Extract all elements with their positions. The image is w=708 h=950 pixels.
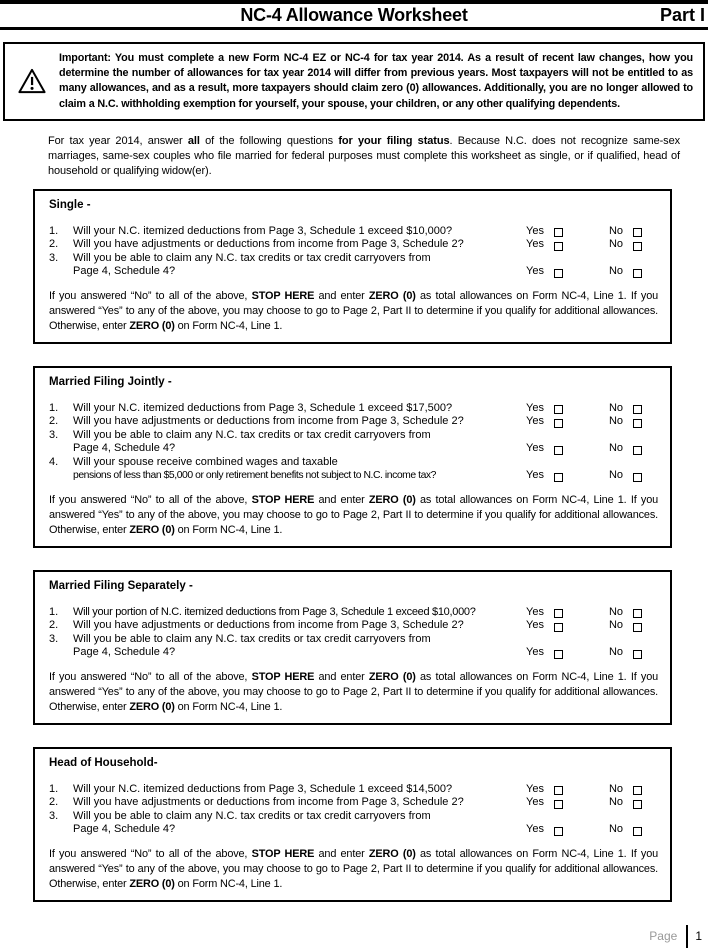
yes-label: Yes [526, 619, 544, 632]
question-row-continuation [49, 442, 658, 456]
yes-label: Yes [526, 646, 544, 659]
yes-no-group [526, 469, 658, 483]
yes-no-group [526, 823, 658, 837]
question-number: 2. [49, 796, 59, 809]
closing-paragraph: If you answered “No” to all of the above, STOP HERE and enter ZERO (0) as total allowances on Form NC-4, Line 1. If you answered “Yes” to any of the above, you may choose to go to Page 2, Part II to determine if you qualify for additional allowances. Otherwise, enter ZERO (0) on Form NC-4, Line 1. [49, 289, 659, 332]
question-text: pensions of less than $5,000 or only retirement benefits not subject to N.C. income tax? [73, 470, 436, 482]
no-label: No [608, 415, 624, 428]
page-footer [649, 924, 702, 948]
question-text: Will you be able to claim any N.C. tax credits or tax credit carryovers from [73, 428, 431, 441]
yes-no-group [526, 796, 658, 810]
mfs-q1-no-checkbox[interactable] [633, 609, 642, 618]
mfj-q3-yes-checkbox[interactable] [554, 446, 563, 455]
no-label: No [608, 238, 624, 251]
mfs-q3-no-checkbox[interactable] [633, 650, 642, 659]
question-row [49, 633, 658, 647]
question-text: Page 4, Schedule 4? [73, 265, 176, 278]
yes-label: Yes [526, 469, 544, 482]
yes-label: Yes [526, 782, 544, 795]
yes-label: Yes [526, 605, 544, 618]
section-title: Married Filing Separately - [49, 579, 193, 592]
hoh-q3-yes-checkbox[interactable] [554, 827, 563, 836]
yes-no-group [526, 225, 658, 239]
question-number: 3. [49, 809, 59, 822]
yes-no-group [526, 606, 658, 620]
footer-divider [686, 925, 688, 948]
section-married-filing-separately [33, 570, 672, 725]
page-label: Page [649, 929, 678, 943]
question-row [49, 619, 658, 633]
no-label: No [608, 796, 624, 809]
section-single [33, 189, 672, 344]
no-label: No [608, 823, 624, 836]
question-number: 2. [49, 415, 59, 428]
question-number: 3. [49, 251, 59, 264]
single-q3-no-checkbox[interactable] [633, 269, 642, 278]
hoh-q2-yes-checkbox[interactable] [554, 800, 563, 809]
question-number: 4. [49, 455, 59, 468]
section-title: Single - [49, 198, 91, 211]
question-text: Page 4, Schedule 4? [73, 442, 176, 455]
yes-no-group [526, 783, 658, 797]
question-number: 1. [49, 224, 59, 237]
single-q3-yes-checkbox[interactable] [554, 269, 563, 278]
question-list [49, 606, 658, 660]
mfs-q1-yes-checkbox[interactable] [554, 609, 563, 618]
question-number: 1. [49, 605, 59, 618]
mfj-q2-yes-checkbox[interactable] [554, 419, 563, 428]
yes-no-group [526, 265, 658, 279]
mfs-q3-yes-checkbox[interactable] [554, 650, 563, 659]
mfj-q1-yes-checkbox[interactable] [554, 405, 563, 414]
question-row-continuation [49, 265, 658, 279]
no-label: No [608, 224, 624, 237]
question-text: Will your spouse receive combined wages and taxable [73, 455, 338, 468]
yes-no-group [526, 238, 658, 252]
closing-paragraph: If you answered “No” to all of the above, STOP HERE and enter ZERO (0) as total allowances on Form NC-4, Line 1. If you answered “Yes” to any of the above, you may choose to go to Page 2, Part II to determine if you qualify for additional allowances. Otherwise, enter ZERO (0) on Form NC-4, Line 1. [49, 847, 659, 890]
section-title: Married Filing Jointly - [49, 375, 172, 388]
yes-label: Yes [526, 401, 544, 414]
mfj-q4-no-checkbox[interactable] [633, 473, 642, 482]
section-married-filing-jointly [33, 366, 672, 548]
no-label: No [608, 401, 624, 414]
no-label: No [608, 442, 624, 455]
question-row [49, 225, 658, 239]
hoh-q2-no-checkbox[interactable] [633, 800, 642, 809]
important-notice-text: Important: You must complete a new Form NC-4 EZ or NC-4 for tax year 2014. As a result of recent law changes, how you determine the number of allowances for tax year 2014 will differ from previous years. Most taxpayers will not be entitled to as many allowances, and as a result, more taxpayers should claim zero (0) allowances. Additionally, you are no longer allowed to claim a N.C. withholding exemption for yourself, your spouse, your children, or any other qualifying dependents. [59, 52, 693, 110]
question-number: 2. [49, 238, 59, 251]
question-row [49, 456, 658, 470]
page-title: NC-4 Allowance Worksheet [240, 5, 468, 25]
yes-no-group [526, 619, 658, 633]
yes-label: Yes [526, 796, 544, 809]
question-row [49, 429, 658, 443]
single-q1-no-checkbox[interactable] [633, 228, 642, 237]
no-label: No [608, 619, 624, 632]
question-row [49, 783, 658, 797]
no-label: No [608, 265, 624, 278]
section-head-of-household [33, 747, 672, 902]
yes-label: Yes [526, 238, 544, 251]
question-text: Will you have adjustments or deductions from income from Page 3, Schedule 2? [73, 796, 464, 809]
no-label: No [608, 646, 624, 659]
question-text: Will your N.C. itemized deductions from Page 3, Schedule 1 exceed $17,500? [73, 401, 453, 414]
question-row [49, 402, 658, 416]
yes-label: Yes [526, 442, 544, 455]
yes-label: Yes [526, 265, 544, 278]
single-q2-yes-checkbox[interactable] [554, 242, 563, 251]
yes-no-group [526, 442, 658, 456]
question-number: 2. [49, 619, 59, 632]
intro-paragraph: For tax year 2014, answer all of the following questions for your filing status. Because N.C. does not recognize same-sex marriages, same-sex couples who file married for federal purposes must complete this worksheet as single, or if qualified, head of household or qualifying widow(er). [48, 134, 680, 177]
yes-no-group [526, 402, 658, 416]
hoh-q3-no-checkbox[interactable] [633, 827, 642, 836]
question-row [49, 606, 658, 620]
question-row-continuation [49, 823, 658, 837]
question-list [49, 402, 658, 483]
question-number: 1. [49, 782, 59, 795]
question-text: Will you have adjustments or deductions from income from Page 3, Schedule 2? [73, 619, 464, 632]
question-text: Will you be able to claim any N.C. tax credits or tax credit carryovers from [73, 251, 431, 264]
question-text: Will you be able to claim any N.C. tax credits or tax credit carryovers from [73, 809, 431, 822]
hoh-q1-no-checkbox[interactable] [633, 786, 642, 795]
page-number: 1 [695, 929, 702, 943]
mfs-q2-no-checkbox[interactable] [633, 623, 642, 632]
question-text: Will your N.C. itemized deductions from Page 3, Schedule 1 exceed $10,000? [73, 224, 453, 237]
closing-paragraph: If you answered “No” to all of the above, STOP HERE and enter ZERO (0) as total allowances on Form NC-4, Line 1. If you answered “Yes” to any of the above, you may choose to go to Page 2, Part II to determine if you qualify for additional allowances. Otherwise, enter ZERO (0) on Form NC-4, Line 1. [49, 493, 659, 536]
question-text: Will you have adjustments or deductions from income from Page 3, Schedule 2? [73, 415, 464, 428]
part-label: Part I [659, 5, 705, 25]
question-number: 3. [49, 428, 59, 441]
single-q2-no-checkbox[interactable] [633, 242, 642, 251]
yes-label: Yes [526, 823, 544, 836]
question-row [49, 796, 658, 810]
no-label: No [608, 782, 624, 795]
question-number: 1. [49, 401, 59, 414]
yes-label: Yes [526, 224, 544, 237]
title-rule [0, 27, 708, 30]
yes-no-group [526, 415, 658, 429]
question-text: Will your N.C. itemized deductions from Page 3, Schedule 1 exceed $14,500? [73, 782, 453, 795]
question-text: Will you be able to claim any N.C. tax credits or tax credit carryovers from [73, 632, 431, 645]
warning-icon [5, 68, 59, 94]
question-row [49, 238, 658, 252]
single-q1-yes-checkbox[interactable] [554, 228, 563, 237]
mfj-q4-yes-checkbox[interactable] [554, 473, 563, 482]
mfj-q1-no-checkbox[interactable] [633, 405, 642, 414]
question-list [49, 225, 658, 279]
question-number: 3. [49, 632, 59, 645]
no-label: No [608, 469, 624, 482]
page-header [0, 4, 708, 27]
question-text: Will you have adjustments or deductions from income from Page 3, Schedule 2? [73, 238, 464, 251]
no-label: No [608, 605, 624, 618]
section-title: Head of Household- [49, 756, 158, 769]
yes-no-group [526, 646, 658, 660]
question-row [49, 252, 658, 266]
question-text: Will your portion of N.C. itemized deductions from Page 3, Schedule 1 exceed $10,000? [73, 605, 476, 618]
yes-label: Yes [526, 415, 544, 428]
question-row-continuation [49, 469, 658, 483]
question-row [49, 415, 658, 429]
closing-paragraph: If you answered “No” to all of the above, STOP HERE and enter ZERO (0) as total allowances on Form NC-4, Line 1. If you answered “Yes” to any of the above, you may choose to go to Page 2, Part II to determine if you qualify for additional allowances. Otherwise, enter ZERO (0) on Form NC-4, Line 1. [49, 670, 659, 713]
mfj-q3-no-checkbox[interactable] [633, 446, 642, 455]
question-row [49, 810, 658, 824]
question-row-continuation [49, 646, 658, 660]
hoh-q1-yes-checkbox[interactable] [554, 786, 563, 795]
question-list [49, 783, 658, 837]
mfs-q2-yes-checkbox[interactable] [554, 623, 563, 632]
important-notice-box [3, 42, 705, 121]
question-text: Page 4, Schedule 4? [73, 646, 176, 659]
mfj-q2-no-checkbox[interactable] [633, 419, 642, 428]
question-text: Page 4, Schedule 4? [73, 823, 176, 836]
